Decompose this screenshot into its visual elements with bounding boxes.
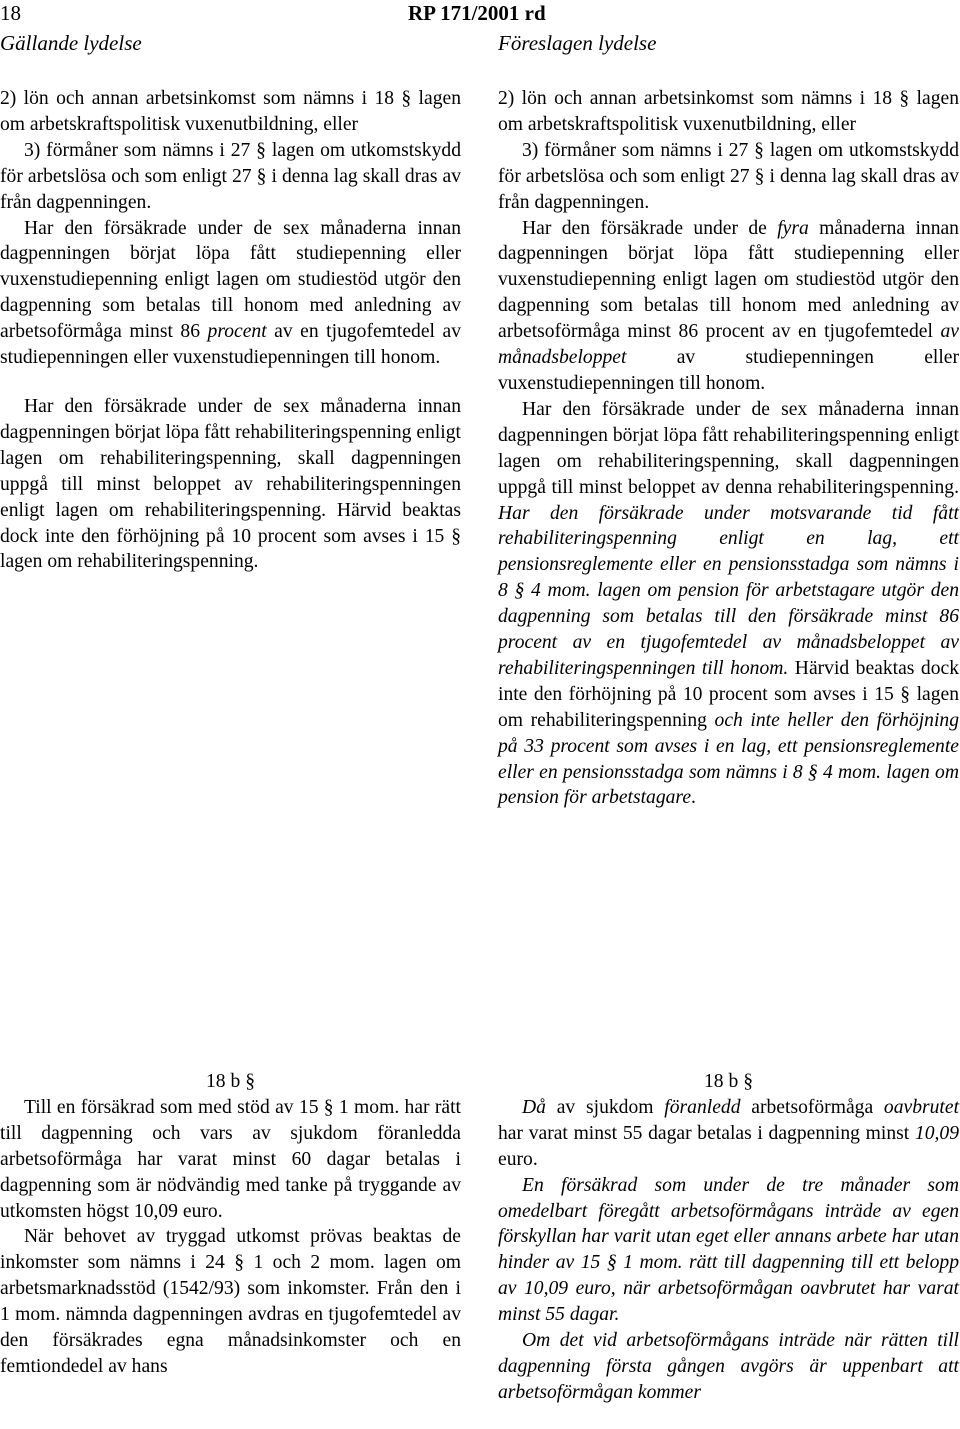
paragraph (0, 86, 461, 138)
proposed-wording-column-bottom (498, 1069, 959, 1406)
italic-text-segment: Om det vid arbetsoförmågans inträde när rätten till dagpenning första gången avgörs är uppenbart att arbetsoförmågan kommer (498, 1330, 959, 1403)
text-segment: Till en försäkrad som med stöd av 15 § 1 mom. har rätt till dagpenning och vars av sjukdom föranledda arbetsoförmåga har varat minst 60 dagar betalas i dagpenning som är nödvändig med tanke på tryggande av utkomsten högst 10,09 euro. (0, 1096, 461, 1222)
text-segment: månaderna innan dagpenningen börjat löpa fått studiepenning eller vuxenstudiepenning enligt lagen om studiestöd utgör den dagpenning som betalas till honom med anledning av arbetsoförmåga minst 86 procent av en tjugofemtedel (498, 217, 959, 343)
section-heading (0, 1069, 461, 1095)
text-segment: 18 b § (206, 1071, 255, 1092)
left-column-heading: Gällande lydelse (0, 31, 142, 55)
paragraph (498, 1328, 959, 1406)
text-segment: Har den försäkrade under de sex månaderna innan dagpenningen börjat löpa fått rehabiliteringspenning enligt lagen om rehabiliteringspenning, skall dagpenningen uppgå till minst beloppet av rehabiliteringspenningen enligt lagen om rehabiliteringspenning. Härvid beaktas dock inte den förhöjning på 10 procent som avses i 15 § lagen om rehabiliteringspenning. (0, 395, 461, 573)
proposed-wording-column-top (498, 86, 959, 811)
text-segment: 2) lön och annan arbetsinkomst som nämns i 18 § lagen om arbetskraftspolitisk vuxenutbildning, eller (498, 88, 959, 135)
italic-text-segment: Har den försäkrade under motsvarande tid fått rehabiliteringspenning enligt en lag, ett pensionsreglemente eller en pensionsstadga som nämns i 8 § 4 mom. lagen om pension för arbetstagare utgör den dagpenning som betalas till den försäkrade minst 86 procent av en tjugofemtedel av månadsbeloppet av rehabiliteringspenningen till honom. (498, 502, 959, 679)
text-segment: Har den försäkrade under de sex månaderna innan dagpenningen börjat löpa fått studiepenning eller vuxenstudiepenning enligt lagen om studiestöd utgör den dagpenning som betalas till honom med anledning av arbetsoförmåga minst 86 (0, 217, 461, 343)
italic-text-segment: 10,09 (914, 1122, 959, 1144)
text-segment: arbetsoförmåga (740, 1096, 884, 1118)
text-segment: 3) förmåner som nämns i 27 § lagen om utkomstskydd för arbetslösa och som enligt 27 § i denna lag skall dras av från dagpenningen. (498, 139, 959, 213)
text-segment: . (691, 787, 696, 809)
section-heading (498, 1069, 959, 1095)
italic-text-segment: En försäkrad som under de tre månader som omedelbart föregått arbetsoförmågans inträde av egen förskyllan har varit utan eget eller annans arbete har utan hinder av 15 § 1 mom. rätt till dagpenning till ett belopp av 10,09 euro, när arbetsoförmågan oavbrutet har varat minst 55 dagar. (498, 1174, 959, 1326)
paragraph (0, 138, 461, 216)
italic-text-segment: av månadsbeloppet (498, 321, 959, 369)
text-segment: av en tjugofemtedel av studiepenningen eller vuxenstudiepenningen till honom. (0, 321, 461, 369)
text-segment: Har den försäkrade under de (522, 217, 778, 239)
right-column-heading: Föreslagen lydelse (498, 31, 657, 55)
italic-text-segment: oavbrutet (883, 1096, 960, 1118)
italic-text-segment: föranledd (664, 1096, 741, 1118)
text-segment: Härvid beaktas dock inte den förhöjning på 10 procent som avses i 15 § lagen om rehabiliteringspenning (498, 657, 959, 731)
paragraph (498, 86, 959, 138)
text-segment: av studiepenningen eller vuxenstudiepenningen till honom. (498, 347, 959, 394)
paragraph (0, 1224, 461, 1379)
paragraph (498, 138, 959, 216)
italic-text-segment: procent (207, 321, 267, 343)
italic-text-segment: Då (522, 1096, 546, 1118)
page-number: 18 (0, 1, 21, 25)
current-wording-column-bottom (0, 1069, 461, 1380)
text-segment: Har den försäkrade under de sex månaderna innan dagpenningen börjat löpa fått rehabiliteringspenning enligt lagen om rehabiliteringspenning, skall dagpenningen uppgå till minst beloppet av denna rehabiliteringspenning. (498, 398, 959, 498)
text-segment: har varat minst 55 dagar betalas i dagpenning minst (498, 1122, 915, 1144)
text-segment: av sjukdom (545, 1096, 665, 1118)
text-segment: 2) lön och annan arbetsinkomst som nämns i 18 § lagen om arbetskraftspolitisk vuxenutbildning, eller (0, 88, 461, 135)
paragraph (498, 1173, 959, 1328)
text-segment: euro. (498, 1148, 538, 1170)
italic-text-segment: fyra (777, 217, 809, 239)
paragraph (498, 397, 959, 812)
paragraph (0, 1095, 461, 1225)
text-segment: När behovet av tryggad utkomst prövas beaktas de inkomster som nämns i 24 § 1 och 2 mom. lagen om arbetsmarknadsstöd (1542/93) som inkomster. Från den i 1 mom. nämnda dagpenningen avdras en tjugofemtedel av den försäkrades egna månadsinkomster och en femtiondedel av hans (0, 1226, 461, 1377)
text-segment: 18 b § (704, 1071, 753, 1092)
italic-text-segment: och inte heller den förhöjning på 33 procent som avses i en lag, ett pensionsreglemente eller en pensionsstadga som nämns i 8 § 4 mom. lagen om pension för arbetstagare (498, 709, 959, 809)
paragraph (498, 216, 959, 397)
text-segment: 3) förmåner som nämns i 27 § lagen om utkomstskydd för arbetslösa och som enligt 27 § i denna lag skall dras av från dagpenningen. (0, 139, 461, 213)
document-id: RP 171/2001 rd (408, 1, 546, 25)
paragraph (0, 394, 461, 575)
paragraph (498, 1095, 959, 1173)
paragraph (0, 216, 461, 371)
current-wording-column-top (0, 86, 461, 575)
